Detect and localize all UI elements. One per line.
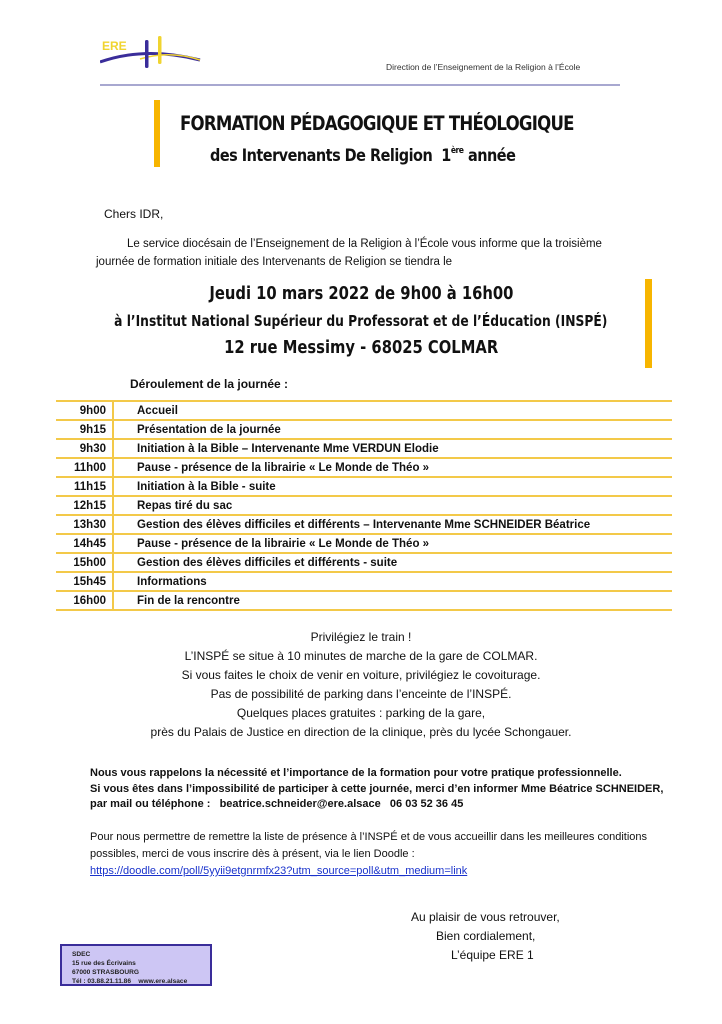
title-line-2 — [210, 146, 515, 166]
schedule-row — [56, 402, 672, 421]
registration-line-1: Pour nous permettre de remettre la liste de présence à l’INSPÉ et de vous accueillir dans les meilleures conditions — [90, 831, 647, 843]
closing-line-2: Bien cordialement, — [436, 929, 536, 943]
header-divider — [100, 84, 620, 86]
schedule-time: 14h45 — [56, 535, 114, 552]
event-date: Jeudi 10 mars 2022 de 9h00 à 16h00 — [208, 283, 514, 304]
schedule-row — [56, 497, 672, 516]
sdec-address-box — [60, 944, 212, 986]
ere-logo — [100, 34, 230, 74]
schedule-activity: Présentation de la journée — [137, 423, 281, 436]
schedule-activity: Pause - présence de la librairie « Le Monde de Théo » — [137, 461, 430, 474]
notice-line-3 — [90, 797, 663, 813]
schedule-row — [56, 554, 672, 573]
closing-line-3: L’équipe ERE 1 — [451, 948, 534, 962]
schedule-time: 11h00 — [56, 459, 114, 476]
schedule-time: 11h15 — [56, 478, 114, 495]
title-ordinal-sup: ère — [450, 146, 464, 156]
notice-line-1: Nous vous rappelons la nécessité et l’importance de la formation pour votre pratique professionnelle. — [90, 767, 622, 779]
intro-line-1: Le service diocésain de l’Enseignement de la Religion à l’École vous informe que la troisième — [127, 238, 602, 250]
schedule-time: 9h00 — [56, 402, 114, 419]
notice-contact-prefix: par mail ou téléphone : — [90, 798, 211, 810]
closing-line-1: Au plaisir de vous retrouver, — [411, 910, 560, 924]
schedule-row — [56, 592, 672, 611]
schedule-row — [56, 516, 672, 535]
event-place-row — [0, 312, 722, 331]
schedule-time: 13h30 — [56, 516, 114, 533]
intro-line-2: journée de formation initiale des Intervenants de Religion se tiendra le — [96, 256, 453, 268]
contact-email[interactable]: beatrice.schneider@ere.alsace — [219, 798, 381, 810]
schedule-activity: Informations — [137, 575, 207, 588]
event-place: à l’Institut National Supérieur du Professorat et de l’Éducation (INSPÉ) — [114, 312, 608, 330]
schedule-activity: Gestion des élèves difficiles et différents - suite — [137, 556, 398, 569]
schedule-row — [56, 535, 672, 554]
access-info-line: Privilégiez le train ! — [310, 630, 412, 644]
schedule-time: 15h00 — [56, 554, 114, 571]
schedule-time: 16h00 — [56, 592, 114, 609]
schedule-row — [56, 478, 672, 497]
event-date-row — [0, 283, 722, 304]
event-address: 12 rue Messimy - 68025 COLMAR — [223, 337, 499, 358]
doodle-link[interactable]: https://doodle.com/poll/5yyii9etgnrmfx23?utm_source=poll&utm_medium=link — [90, 865, 468, 877]
direction-text: Direction de l’Enseignement de la Religion à l’École — [386, 62, 581, 72]
schedule-activity: Accueil — [137, 404, 178, 417]
event-accent-bar — [645, 279, 652, 368]
sdec-website[interactable]: www.ere.alsace — [138, 978, 188, 985]
registration-block — [90, 829, 647, 880]
ere-logo-graphic — [100, 34, 230, 74]
schedule-activity: Initiation à la Bible – Intervenante Mme VERDUN Elodie — [137, 442, 439, 455]
schedule-time: 12h15 — [56, 497, 114, 514]
access-info-line: près du Palais de Justice en direction de la clinique, près du lycée Schongauer. — [150, 725, 572, 739]
sdec-name: SDEC — [72, 951, 91, 958]
logo-text: ERE — [102, 39, 127, 53]
notice-line-2: Si vous êtes dans l’impossibilité de participer à cette journée, merci d’en informer Mme Béatrice SCHNEIDER, — [90, 782, 664, 795]
title-line-2-end: année — [468, 146, 516, 166]
schedule-table — [56, 400, 672, 611]
sdec-phone: Tél : 03.88.21.11.86 — [72, 978, 132, 985]
schedule-time: 9h15 — [56, 421, 114, 438]
access-info-line: Quelques places gratuites : parking de la gare, — [236, 706, 486, 720]
sdec-contact — [72, 977, 210, 986]
schedule-time: 15h45 — [56, 573, 114, 590]
access-info — [0, 628, 722, 742]
event-address-row — [0, 337, 722, 358]
sdec-street: 15 rue des Écrivains — [72, 960, 136, 967]
schedule-activity: Repas tiré du sac — [137, 499, 233, 512]
notice-block — [90, 766, 663, 813]
title-line-2-main: des Intervenants De Religion — [210, 146, 433, 166]
registration-line-2: possibles, merci de vous inscrire dès à présent, via le lien Doodle : — [90, 848, 415, 860]
schedule-activity: Initiation à la Bible - suite — [137, 480, 276, 493]
schedule-row — [56, 440, 672, 459]
schedule-row — [56, 421, 672, 440]
title-ordinal: 1 — [441, 146, 451, 166]
access-info-line: L’INSPÉ se situe à 10 minutes de marche de la gare de COLMAR. — [184, 649, 538, 663]
schedule-row — [56, 573, 672, 592]
schedule-activity: Gestion des élèves difficiles et différents – Intervenante Mme SCHNEIDER Béatrice — [137, 518, 591, 531]
schedule-time: 9h30 — [56, 440, 114, 457]
schedule-activity: Fin de la rencontre — [137, 594, 240, 607]
access-info-line: Si vous faites le choix de venir en voiture, privilégiez le covoiturage. — [181, 668, 541, 682]
schedule-label: Déroulement de la journée : — [130, 377, 289, 391]
title-accent-bar — [154, 100, 160, 167]
schedule-row — [56, 459, 672, 478]
access-info-line: Pas de possibilité de parking dans l’enceinte de l’INSPÉ. — [210, 687, 512, 701]
greeting: Chers IDR, — [104, 207, 164, 221]
sdec-city: 67000 STRASBOURG — [72, 969, 140, 976]
title-line-1: FORMATION PÉDAGOGIQUE ET THÉOLOGIQUE — [180, 112, 574, 135]
schedule-activity: Pause - présence de la librairie « Le Monde de Théo » — [137, 537, 430, 550]
contact-phone: 06 03 52 36 45 — [389, 798, 464, 810]
